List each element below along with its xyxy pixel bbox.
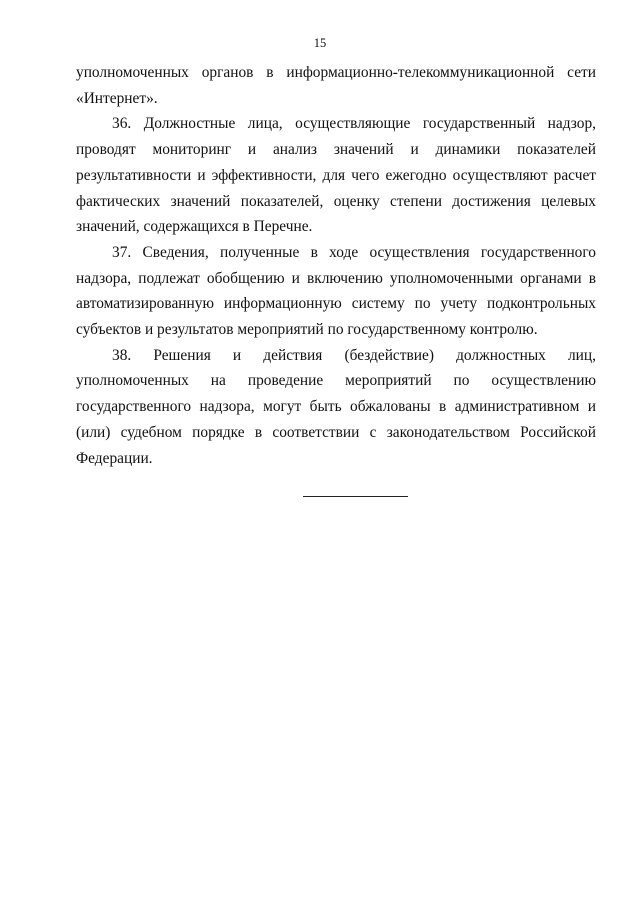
page-number: 15 (313, 36, 327, 50)
paragraph-continuation: уполномоченных органов в информационно-телекоммуникационной сети «Интернет». (76, 64, 596, 107)
paragraph-36: 36. Должностные лица, осуществляющие государственный надзор, проводят мониторинг и анализ значений и динамики показателей результативности и эффективности, для чего ежегодно осуществляют расчет фактических значений показателей, оценку степени достижения целевых значений, содержащихся в Перечне. (76, 115, 596, 236)
paragraph-37: 37. Сведения, полученные в ходе осуществления государственного надзора, подлежат обобщению и включению уполномоченными органами в автоматизированную информационную систему по учету подконтрольных субъектов и результатов мероприятий по государственному контролю. (76, 243, 596, 339)
end-of-document-rule (303, 496, 408, 497)
paragraph-38: 38. Решения и действия (бездействие) должностных лиц, уполномоченных на проведение мероприятий по осуществлению государственного надзора, могут быть обжалованы в административном и (или) судебном порядке в соответствии с законодательством Российской Федерации. (76, 346, 596, 467)
document-body (76, 60, 596, 471)
